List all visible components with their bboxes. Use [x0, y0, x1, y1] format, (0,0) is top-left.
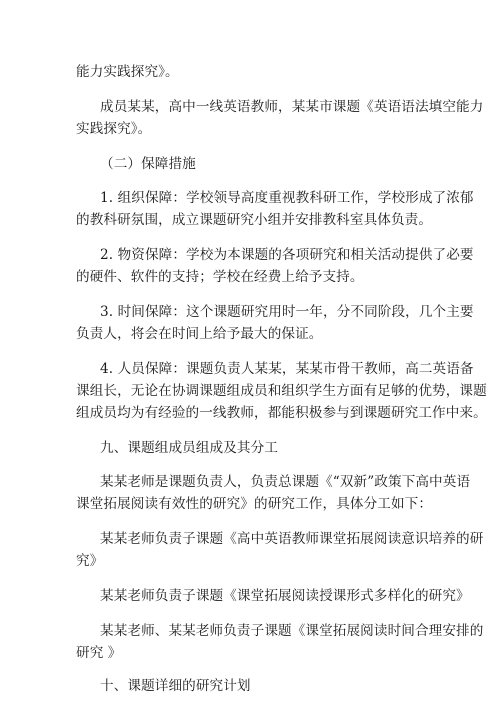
text-line: 3. 时间保障：这个课题研究用时一年，分不同阶段，几个主要: [100, 304, 474, 320]
text-line: 实践探究》。: [76, 121, 152, 137]
text-line: 某某老师负责子课题《课堂拓展阅读授课形式多样化的研究》: [100, 588, 470, 604]
section-heading: 九、课题组成员组成及其分工: [100, 440, 279, 456]
text-line: 某某老师、某某老师负责子课题《课堂拓展阅读时间合理安排的: [100, 623, 484, 639]
text-line: 的教科研氛围，成立课题研究小组并安排教科室具体负责。: [76, 212, 433, 228]
text-line: 4. 人员保障：课题负责人某某，某某市骨干教师，高二英语备: [100, 361, 474, 377]
text-line: 2. 物资保障：学校为本课题的各项研究和相关活动提供了必要: [100, 247, 474, 263]
text-line: 负责人，将会在时间上给予最大的保证。: [76, 326, 323, 342]
text-line: 组成员均为有经验的一线教师，都能积极参与到课题研究工作中来。: [76, 405, 487, 421]
text-line: 课堂拓展阅读有效性的研究》的研究工作，具体分工如下：: [76, 496, 433, 512]
text-line: 某某老师负责子课题《高中英语教师课堂拓展阅读意识培养的研: [100, 531, 484, 547]
section-heading: 十、课题详细的研究计划: [100, 678, 251, 694]
text-line: 研究 》: [76, 645, 122, 661]
text-line: 1. 组织保障：学校领导高度重视教科研工作，学校形成了浓郁: [100, 190, 474, 206]
text-line: 究》: [76, 553, 104, 569]
text-line: 某某老师是课题负责人，负责总课题《“双新”政策下高中英语: [100, 474, 471, 490]
text-line: 能力实践探究》。: [76, 64, 179, 80]
text-line: 成员某某，高中一线英语教师，某某市课题《英语语法填空能力: [100, 99, 484, 115]
text-line: 课组长，无论在协调课题组成员和组织学生方面有足够的优势，课题: [76, 383, 487, 399]
text-line: 的硬件、软件的支持；学校在经费上给予支持。: [76, 269, 364, 285]
section-heading: （二）保障措施: [100, 156, 196, 172]
